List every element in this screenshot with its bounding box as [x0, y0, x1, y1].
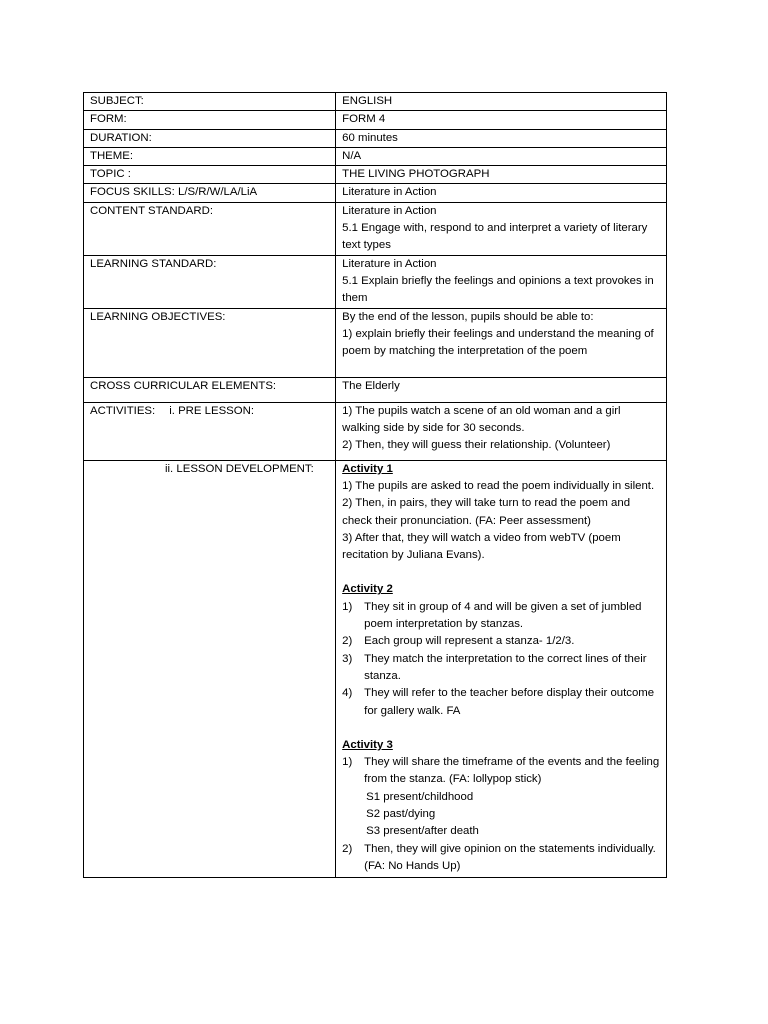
row-value-line: The Elderly	[342, 380, 400, 393]
activity-2-item: 1) They sit in group of 4 and will be given a set of jumbled poem interpretation by stanzas.	[342, 600, 642, 631]
activity-2-item: 3) They match the interpretation to the correct lines of their stanza.	[342, 652, 647, 682]
table-row	[84, 202, 667, 255]
activities-label-cell	[84, 402, 336, 460]
row-value	[336, 308, 667, 378]
row-value-line: N/A	[342, 149, 362, 162]
row-value	[336, 111, 667, 129]
row-label: LEARNING OBJECTIVES:	[84, 308, 336, 378]
row-value-line: Literature in Action	[342, 186, 437, 199]
row-label: CONTENT STANDARD:	[84, 202, 336, 255]
activity-1-line: 1) The pupils are asked to read the poem individually in silent.	[342, 479, 655, 492]
row-value	[336, 93, 667, 111]
table-row	[84, 129, 667, 147]
table-row	[84, 111, 667, 129]
row-value	[336, 202, 667, 255]
table-row	[84, 308, 667, 378]
lesson-development-label: ii. LESSON DEVELOPMENT:	[165, 462, 314, 475]
activity-1-line: 2) Then, in pairs, they will take turn to read the poem and check their pronunciation. (FA: Peer assessment)	[342, 497, 631, 527]
stanza-line: S1 present/childhood	[366, 790, 474, 803]
row-value	[336, 184, 667, 202]
pre-lesson-cell	[336, 402, 667, 460]
row-value-line: 1) explain briefly their feelings and understand the meaning of poem by matching the interpretation of the poem	[342, 327, 654, 358]
row-value	[336, 129, 667, 147]
row-label: SUBJECT:	[84, 93, 336, 111]
activity-3-item: 1) They will share the timeframe of the events and the feeling from the stanza. (FA: lollypop stick)	[342, 756, 660, 786]
table-row	[84, 147, 667, 165]
row-value	[336, 255, 667, 308]
lesson-development-cell	[336, 460, 667, 878]
row-value-line: By the end of the lesson, pupils should be able to:	[342, 310, 594, 323]
activity-2-title: Activity 2	[342, 583, 393, 596]
lesson-development-label-cell	[84, 460, 336, 878]
row-label: THEME:	[84, 147, 336, 165]
row-value	[336, 166, 667, 184]
table-row	[84, 255, 667, 308]
row-value	[336, 378, 667, 402]
activity-1-line: 3) After that, they will watch a video from webTV (poem recitation by Juliana Evans).	[342, 531, 621, 562]
row-value-line: 60 minutes	[342, 131, 398, 144]
pre-lesson-line: 2) Then, they will guess their relationship. (Volunteer)	[342, 439, 611, 452]
row-value-line: 5.1 Engage with, respond to and interpret a variety of literary text types	[342, 222, 648, 252]
lesson-plan-table	[83, 92, 667, 878]
row-label: TOPIC :	[84, 166, 336, 184]
row-value-line: Literature in Action	[342, 204, 437, 217]
row-value-line: Literature in Action	[342, 257, 437, 270]
row-value	[336, 147, 667, 165]
table-row	[84, 378, 667, 402]
table-row	[84, 93, 667, 111]
activity-2-item: 2) Each group will represent a stanza- 1/2/3.	[342, 635, 575, 648]
pre-lesson-label: i. PRE LESSON:	[169, 404, 255, 417]
row-label: FOCUS SKILLS: L/S/R/W/LA/LiA	[84, 184, 336, 202]
activity-1-title: Activity 1	[342, 462, 393, 475]
table-row	[84, 166, 667, 184]
row-label: FORM:	[84, 111, 336, 129]
activity-3-title: Activity 3	[342, 738, 393, 751]
row-label: CROSS CURRICULAR ELEMENTS:	[84, 378, 336, 402]
activities-label: ACTIVITIES:	[90, 404, 156, 417]
pre-lesson-line: 1) The pupils watch a scene of an old woman and a girl walking side by side for 30 seconds.	[342, 404, 621, 435]
lesson-development-row	[84, 460, 667, 878]
row-value-line: FORM 4	[342, 113, 386, 126]
row-value-line: 5.1 Explain briefly the feelings and opinions a text provokes in them	[342, 274, 654, 305]
row-value-line: THE LIVING PHOTOGRAPH	[342, 168, 490, 181]
table-row	[84, 184, 667, 202]
activity-3-item: 2) Then, they will give opinion on the statements individually. (FA: No Hands Up)	[342, 842, 656, 872]
row-label: LEARNING STANDARD:	[84, 255, 336, 308]
row-label: DURATION:	[84, 129, 336, 147]
activity-2-item: 4) They will refer to the teacher before display their outcome for gallery walk. FA	[342, 687, 655, 717]
stanza-line: S2 past/dying	[366, 807, 436, 820]
row-value-line: ENGLISH	[342, 95, 393, 107]
activities-pre-row	[84, 402, 667, 460]
stanza-line: S3 present/after death	[366, 825, 479, 838]
